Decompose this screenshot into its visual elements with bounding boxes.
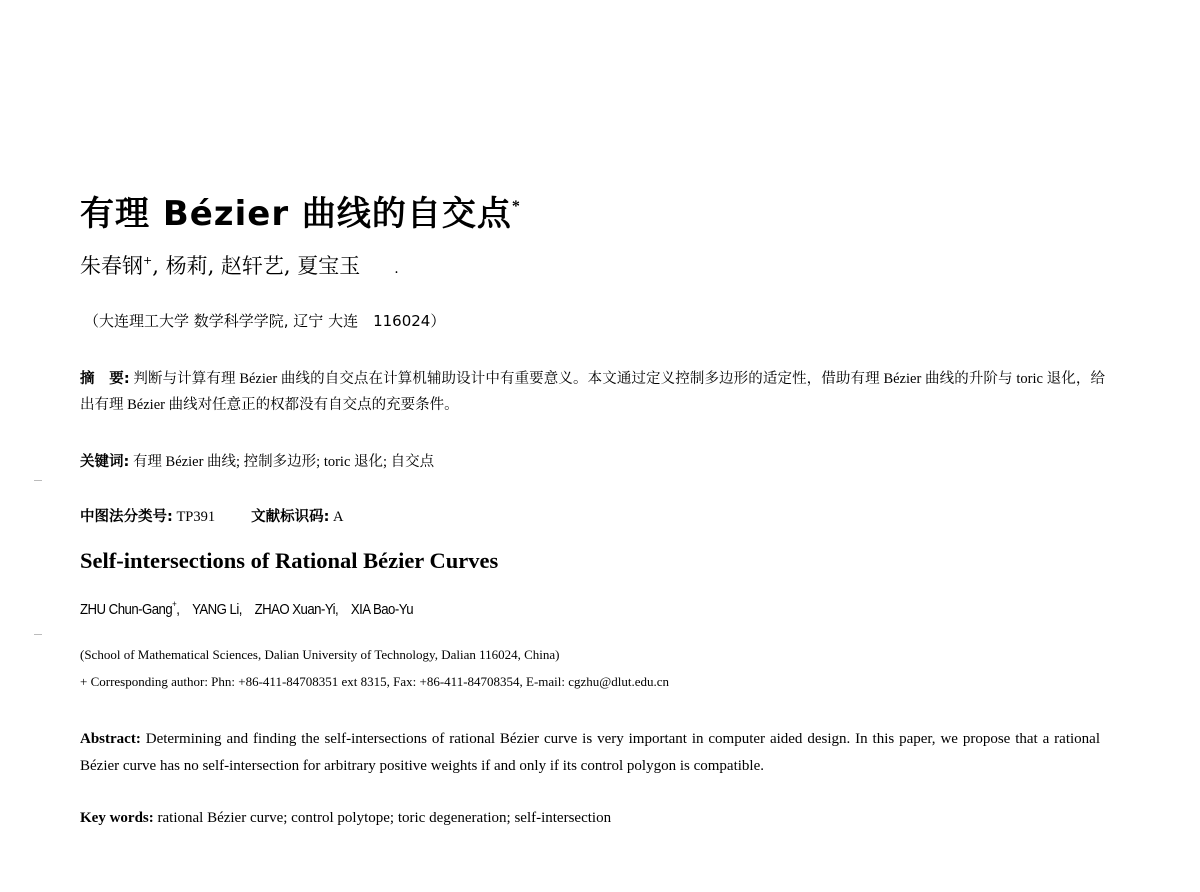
chinese-affiliation: （大连理工大学 数学科学学院, 辽宁 大连 116024） (84, 312, 446, 330)
chinese-authors (80, 250, 399, 280)
chinese-title (80, 186, 521, 235)
document-code-label: 文献标识码: (251, 509, 330, 525)
class-number-value: TP391 (176, 509, 216, 525)
chinese-keywords-label: 关键词: (80, 454, 130, 470)
english-other-authors: , YANG Li, ZHAO Xuan-Yi, XIA Bao-Yu (176, 601, 414, 618)
title-footnote-mark: * (511, 198, 521, 215)
english-keywords-text: rational Bézier curve; control polytope; toric degeneration; self-intersection (157, 810, 612, 826)
chinese-first-author: 朱春钢 (80, 254, 143, 278)
english-first-author: ZHU Chun-Gang (80, 601, 173, 618)
classification-line (80, 505, 344, 526)
corresponding-author-info: + Corresponding author: Phn: +86-411-84708351 ext 8315, Fax: +86-411-84708354, E-mail: cgzhu@dlut.edu.cn (80, 674, 670, 689)
class-number-label: 中图法分类号: (80, 509, 173, 525)
english-abstract-text: Determining and finding the self-intersections of rational Bézier curve is very important in computer aided design. In this paper, we propose that a rational Bézier curve has no self-intersection for arbitrary positive weights if and only if its control polygon is compatible. (80, 731, 1100, 774)
chinese-keywords-text: 有理 Bézier 曲线; 控制多边形; toric 退化; 自交点 (132, 454, 435, 470)
english-affiliation: (School of Mathematical Sciences, Dalian University of Technology, Dalian 116024, China) (80, 647, 560, 662)
chinese-keywords (80, 450, 434, 471)
document-code-value: A (333, 509, 344, 525)
scan-dot: . (394, 261, 399, 277)
english-keywords-label: Key words: (80, 810, 154, 826)
english-corresponding-mark: + (172, 599, 177, 609)
english-keywords (80, 810, 611, 827)
scan-margin-mark (34, 634, 42, 635)
english-title: Self-intersections of Rational Bézier Curves (80, 548, 499, 573)
english-authors (80, 598, 413, 619)
chinese-other-authors: , 杨莉, 赵轩艺, 夏宝玉 (152, 254, 361, 278)
chinese-abstract-text: 判断与计算有理 Bézier 曲线的自交点在计算机辅助设计中有重要意义。本文通过定义控制多边形的适定性，借助有理 Bézier 曲线的升阶与 toric 退化，给出有理 Bézier 曲线对任意正的权都没有自交点的充要条件。 (80, 371, 1105, 413)
chinese-abstract-label: 摘 要: (80, 371, 130, 387)
scan-margin-mark (34, 480, 42, 481)
chinese-title-text: 有理 Bézier 曲线的自交点 (80, 194, 512, 234)
english-abstract (80, 726, 1100, 780)
chinese-corresponding-mark: + (143, 254, 153, 267)
english-abstract-label: Abstract: (80, 731, 141, 747)
chinese-abstract (80, 366, 1105, 418)
